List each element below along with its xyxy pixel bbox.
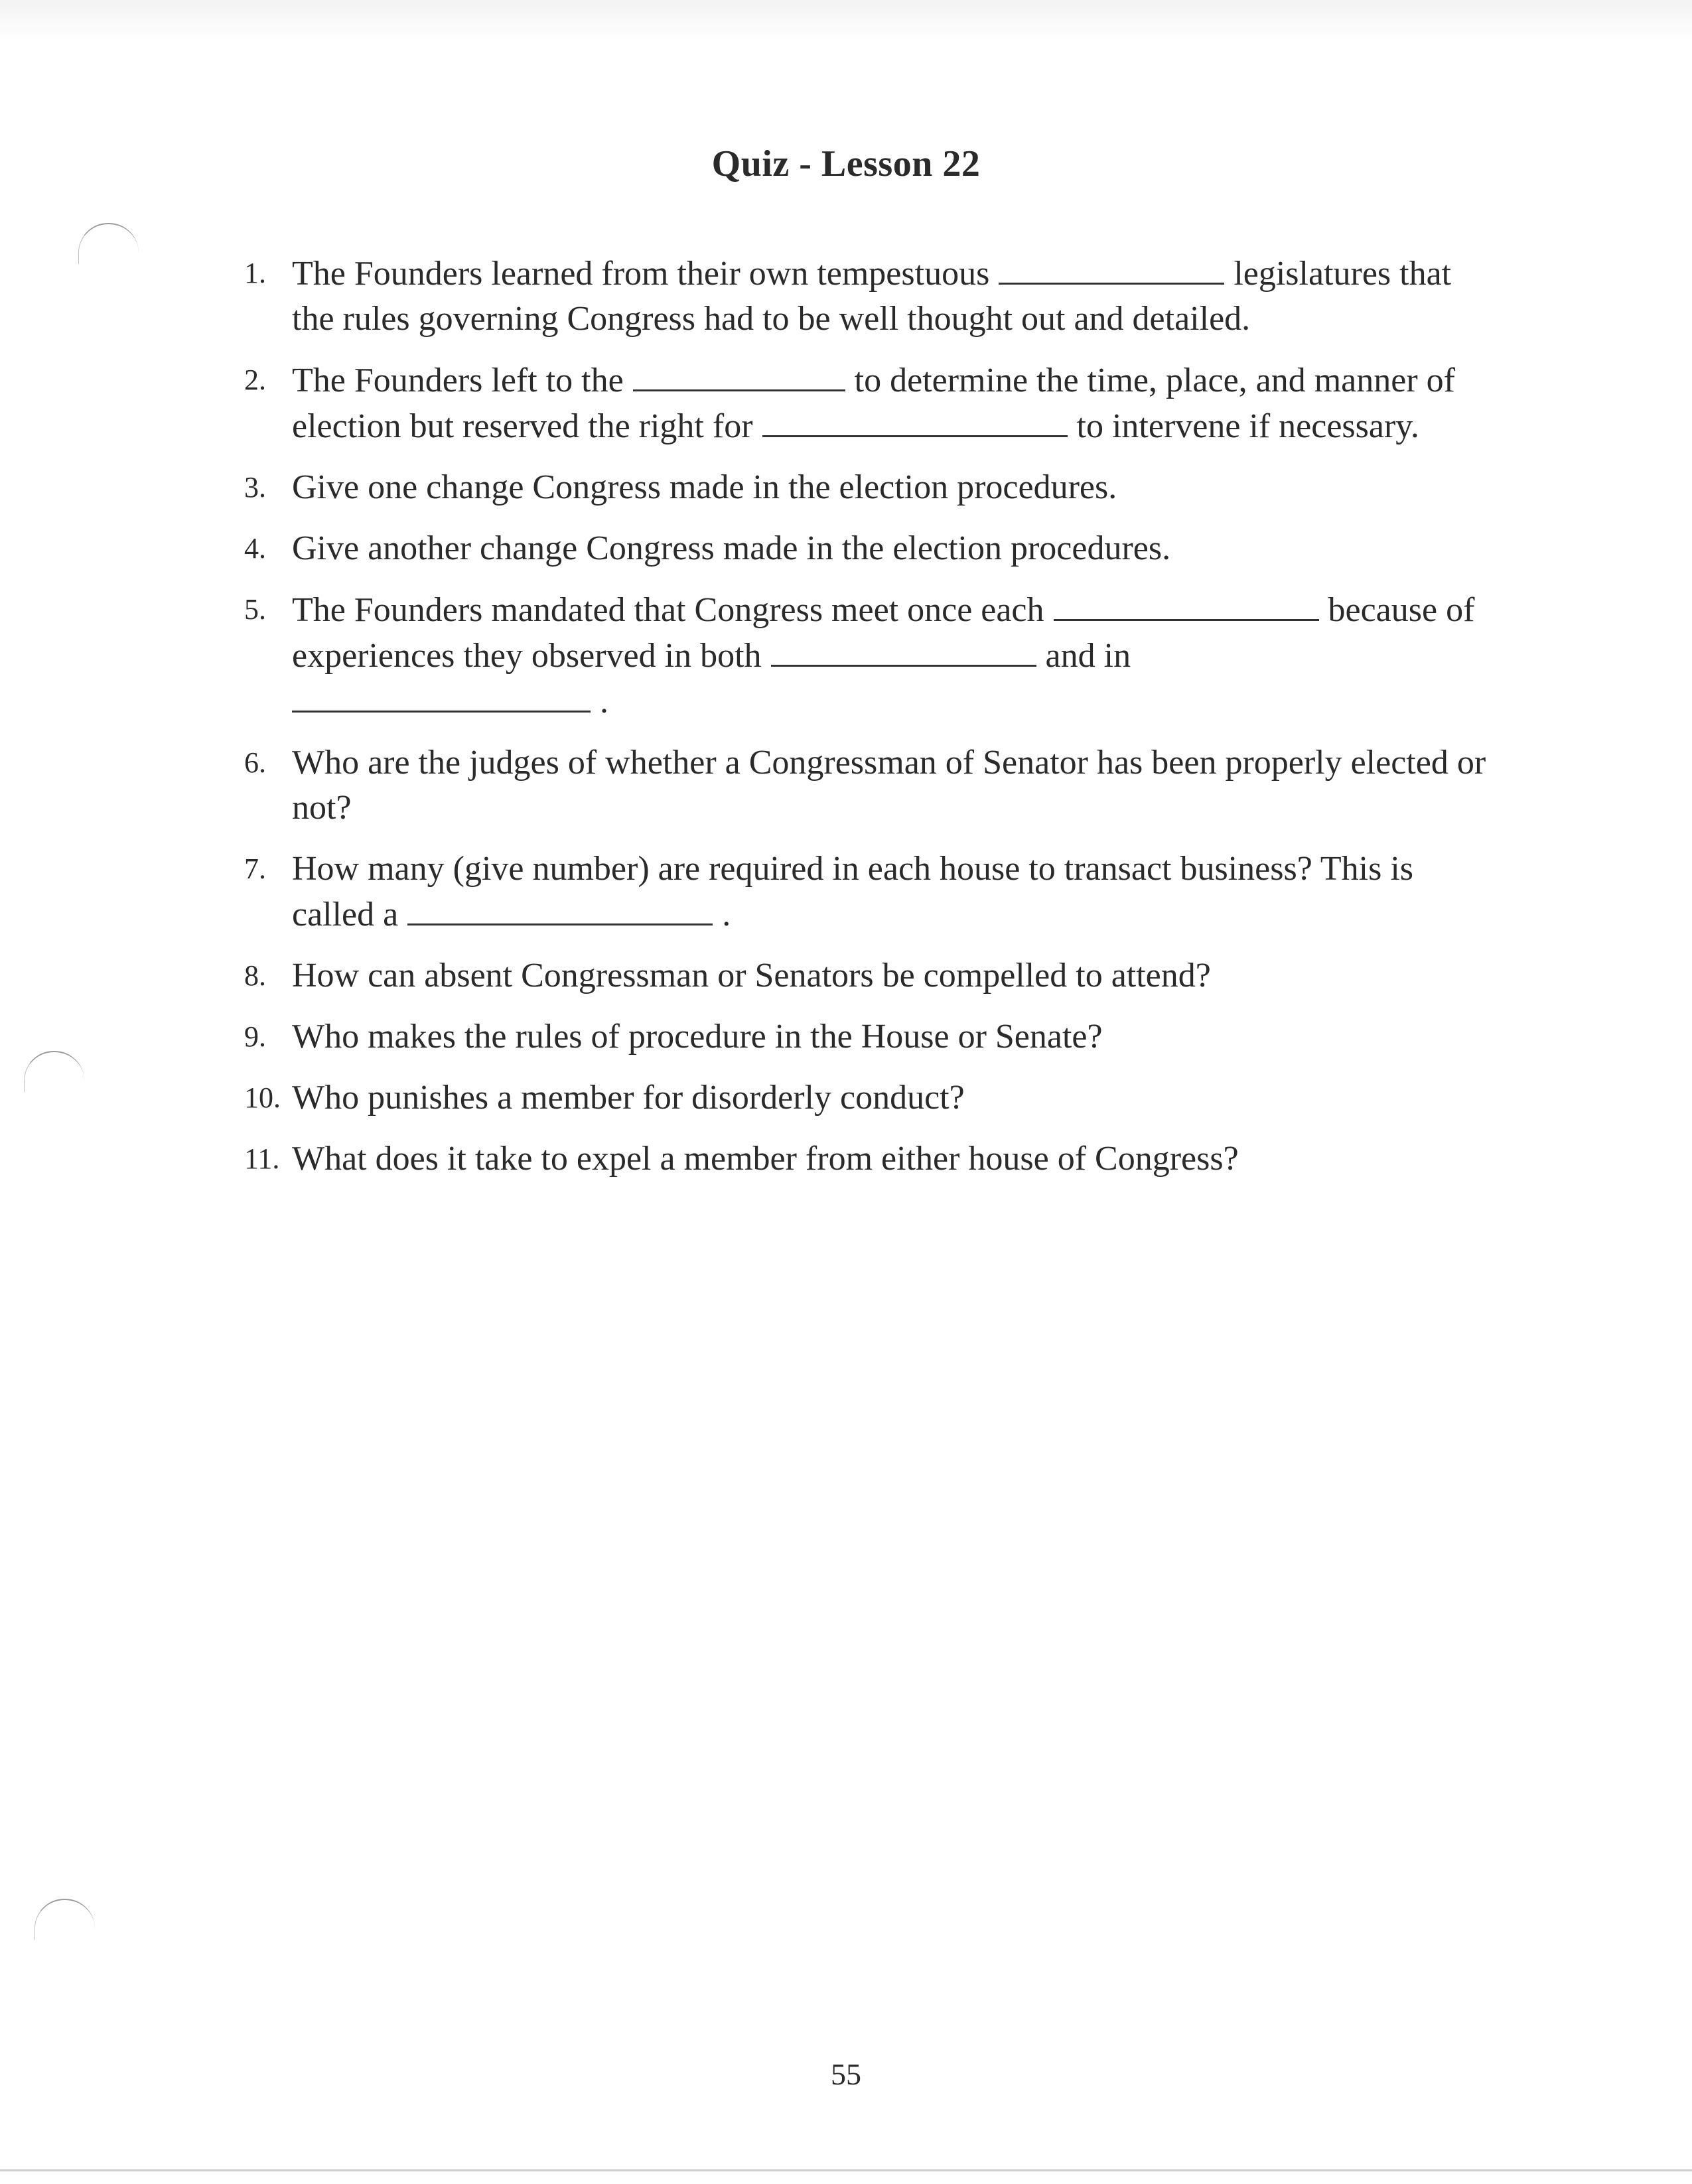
question-text: Who makes the rules of procedure in the House or Senate? [292, 1018, 1103, 1056]
question-text: The Founders mandated that Congress meet once each [292, 591, 1044, 629]
punch-hole-mark [78, 223, 139, 264]
answer-blank[interactable] [762, 403, 1068, 437]
question-text: Give one change Congress made in the election procedures. [292, 468, 1117, 506]
question-text: to intervene if necessary. [1076, 407, 1419, 445]
answer-blank[interactable] [999, 251, 1224, 285]
question-text: How many (give number) are required in each house to transact business? This is called a [292, 850, 1413, 933]
question-3 [226, 465, 1500, 510]
question-number: 11. [244, 1142, 280, 1175]
question-text: and in [1045, 637, 1131, 675]
question-number: 6. [244, 746, 266, 779]
question-11 [226, 1136, 1500, 1182]
question-number: 10. [244, 1081, 281, 1114]
question-7 [226, 847, 1500, 937]
page-title: Quiz - Lesson 22 [711, 143, 981, 184]
question-number: 8. [244, 959, 266, 992]
question-text: Who punishes a member for disorderly conduct? [292, 1079, 965, 1117]
question-10 [226, 1075, 1500, 1121]
scan-top-edge [0, 0, 1692, 40]
question-8 [226, 953, 1500, 998]
answer-blank[interactable] [1054, 587, 1319, 621]
question-text: Who are the judges of whether a Congressman of Senator has been properly elected or not? [292, 744, 1486, 827]
answer-blank[interactable] [771, 633, 1036, 667]
question-number: 5. [244, 593, 266, 626]
question-4 [226, 526, 1500, 571]
question-number: 2. [244, 364, 266, 396]
punch-hole-mark [24, 1051, 84, 1092]
question-number: 1. [244, 257, 266, 289]
answer-blank[interactable] [633, 358, 845, 391]
question-text: How can absent Congressman or Senators be compelled to attend? [292, 957, 1211, 994]
question-text: legislatures that the rules governing Congress had to be well thought out and detailed. [292, 255, 1452, 338]
question-number: 3. [244, 471, 266, 504]
punch-hole-mark [35, 1899, 95, 1940]
answer-blank[interactable] [292, 679, 591, 713]
question-text: What does it take to expel a member from either house of Congress? [292, 1140, 1239, 1178]
question-text: . [722, 896, 731, 933]
question-text: . [600, 683, 608, 720]
question-text: to determine the time, place, and manner of election but reserved the right for [292, 362, 1455, 445]
question-number: 4. [244, 532, 266, 565]
question-5 [226, 587, 1500, 724]
question-text: The Founders learned from their own tempestuous [292, 255, 990, 293]
question-1 [226, 251, 1500, 342]
question-2 [226, 358, 1500, 449]
question-9 [226, 1014, 1500, 1059]
question-list [226, 251, 1500, 1197]
question-number: 7. [244, 853, 266, 885]
page-number: 55 [831, 2057, 861, 2091]
question-text: because of experiences they observed in both [292, 591, 1475, 675]
scan-bottom-edge [0, 2169, 1692, 2171]
question-6 [226, 740, 1500, 831]
question-number: 9. [244, 1020, 266, 1053]
answer-blank[interactable] [407, 892, 713, 925]
question-text: Give another change Congress made in the election procedures. [292, 529, 1171, 567]
question-text: The Founders left to the [292, 362, 624, 399]
